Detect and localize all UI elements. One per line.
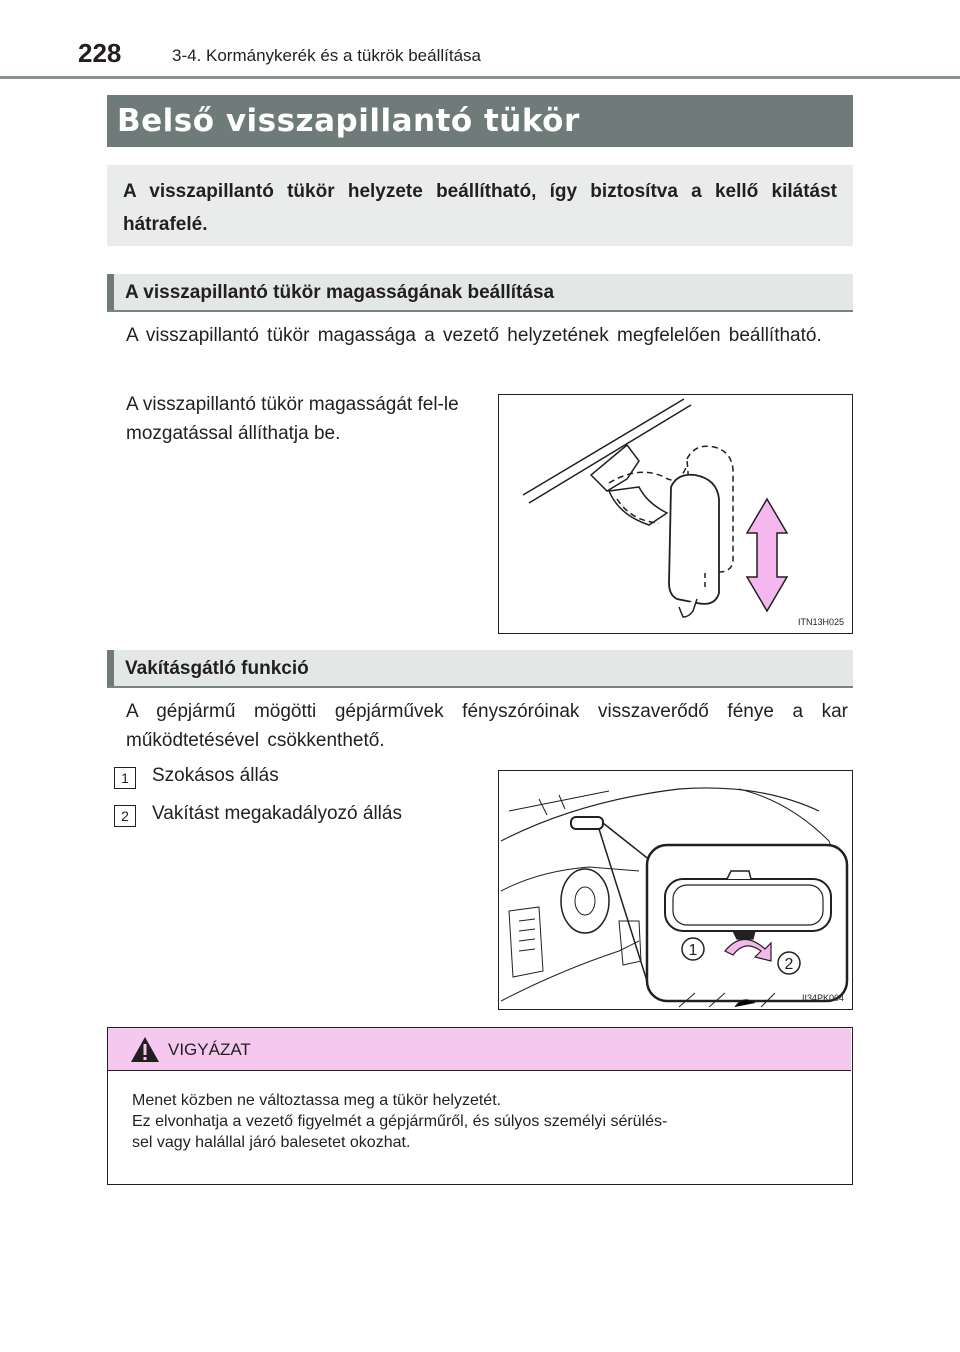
caution-box: [107, 1027, 853, 1185]
list-number-2: 2: [114, 805, 136, 827]
list-item-normal-position: Szokásos állás: [152, 765, 279, 786]
antiglare-figure: [498, 770, 853, 1010]
mirror-height-illustration: [499, 395, 853, 634]
section-heading-height-label: A visszapillantó tükör magasságának beállítása: [125, 282, 555, 303]
caution-text: [132, 1090, 837, 1153]
caution-line-1: Menet közben ne változtassa meg a tükör helyzetét.: [132, 1092, 502, 1109]
page-number: 228: [78, 38, 122, 68]
antiglare-illustration: [499, 771, 853, 1010]
section-heading-antiglare: [107, 650, 853, 688]
section-heading-height: [107, 274, 853, 312]
figure-code: II34PK004: [801, 993, 844, 1003]
section2-paragraph: A gépjármű mögötti gépjárművek fényszóróinak visszaverődő fénye a kar működtetésével csökkenthető.: [126, 701, 848, 751]
section1-paragraph2: A visszapillantó tükör magasságát fel-le mozgatással állíthatja be.: [126, 394, 459, 444]
page-title-bar: [107, 95, 853, 147]
intro-box: [107, 165, 853, 246]
chapter-title: 3-4. Kormánykerék és a tükrök beállítása: [172, 46, 481, 65]
caution-label: VIGYÁZAT: [168, 1040, 251, 1059]
caution-header: [108, 1028, 851, 1071]
mirror-height-figure: [498, 394, 853, 634]
section-heading-antiglare-label: Vakításgátló funkció: [125, 658, 309, 679]
caution-line-3: sel vagy halállal járó balesetet okozhat.: [132, 1134, 411, 1151]
section1-paragraph: A visszapillantó tükör magassága a vezető helyzetének megfelelően beállítható.: [126, 325, 822, 346]
warning-triangle-icon: [130, 1036, 160, 1063]
list-item-antiglare-position: Vakítást megakadályozó állás: [152, 803, 402, 824]
callout-2-label: 2: [784, 956, 794, 973]
figure-code: ITN13H025: [797, 617, 844, 627]
list-number-1: 1: [114, 767, 136, 789]
up-down-arrow: [747, 499, 787, 611]
callout-1-label: 1: [688, 942, 698, 959]
header-divider: [0, 76, 960, 79]
intro-text: A visszapillantó tükör helyzete beállítható, így biztosítva a kellő kilátást hátrafelé.: [123, 181, 837, 235]
caution-line-2: Ez elvonhatja a vezető figyelmét a gépjárműről, és súlyos személyi sérülés-: [132, 1113, 668, 1130]
page-title: Belső visszapillantó tükör: [117, 103, 580, 139]
